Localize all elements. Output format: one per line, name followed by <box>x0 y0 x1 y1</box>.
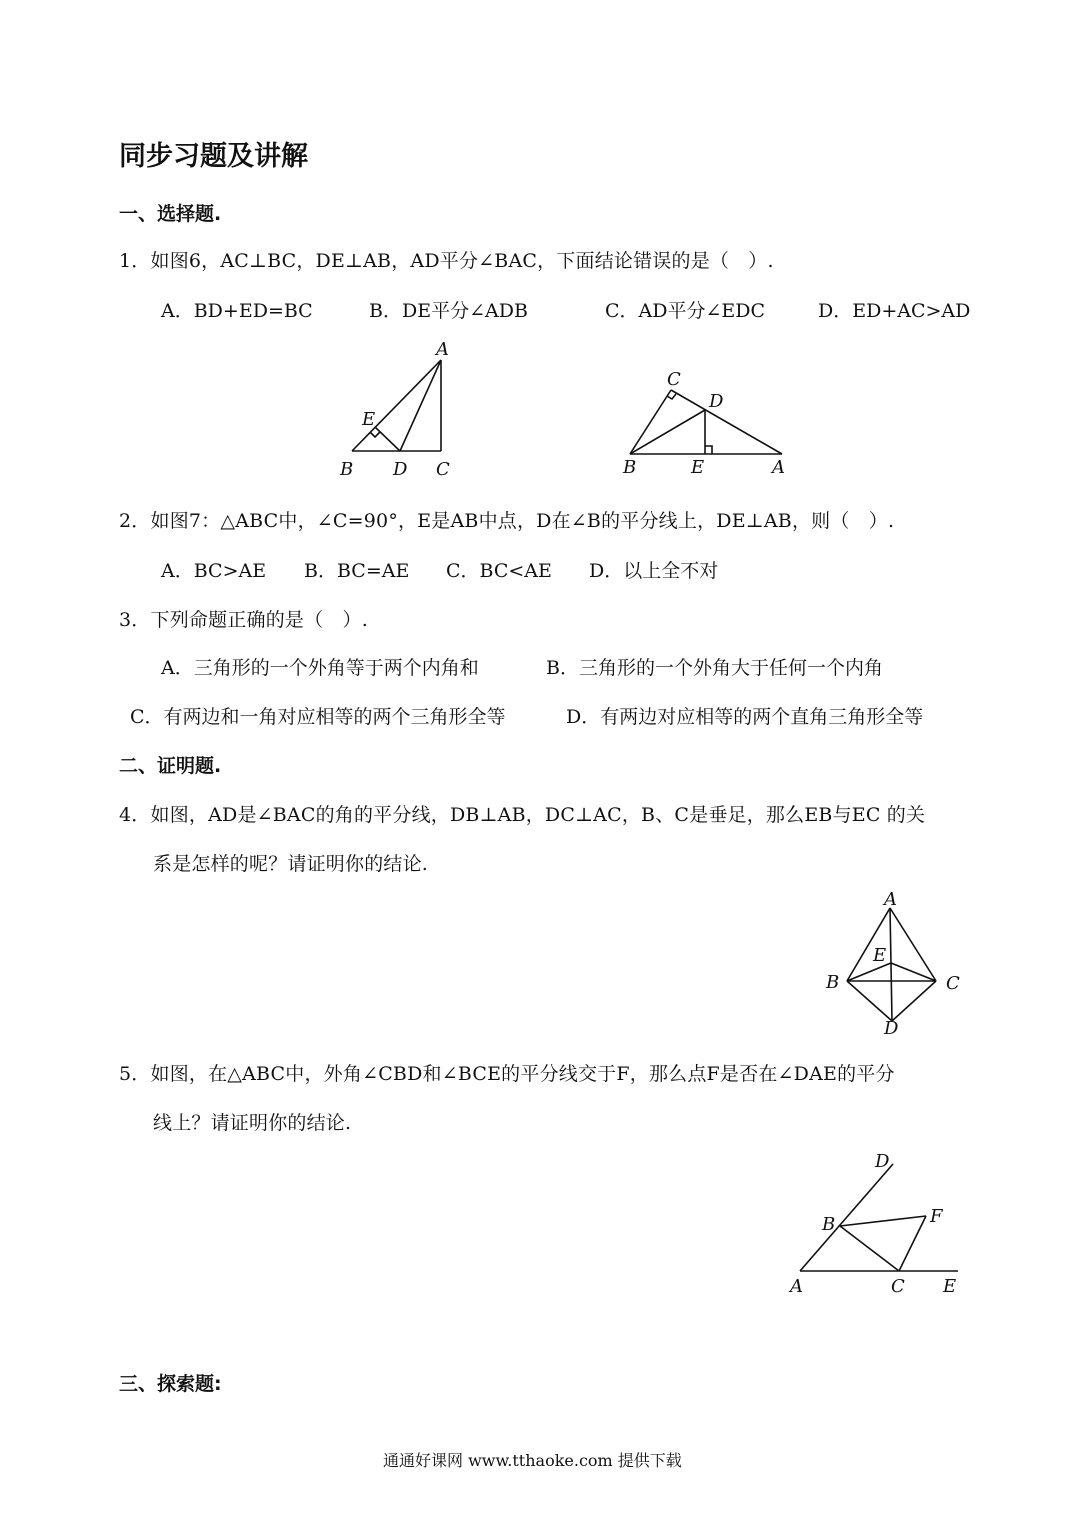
question-2-option-c: C．BC<AE <box>446 560 552 582</box>
fig7-right-angle-mark-e <box>705 446 712 454</box>
section-heading-choice: 一、选择题. <box>119 203 222 225</box>
fig6-segment-ad <box>400 360 441 451</box>
fig4-segment-ac <box>890 908 936 981</box>
question-3-option-d: D．有两边对应相等的两个直角三角形全等 <box>566 706 924 728</box>
question-2-text: 2．如图7：△ABC中，∠C=90°，E是AB中点，D在∠B的平分线上，DE⊥AB，则（ ）. <box>119 510 895 532</box>
section-heading-explore: 三、探索题: <box>119 1373 222 1395</box>
fig5-label-d: D <box>875 1151 890 1172</box>
question-1-option-d: D．ED+AC>AD <box>818 300 971 322</box>
question-4-text-line1: 4．如图，AD是∠BAC的角的平分线，DB⊥AB，DC⊥AC，B、C是垂足，那么EB与EC 的关 <box>119 804 926 826</box>
question-1-text: 1．如图6，AC⊥BC，DE⊥AB，AD平分∠BAC，下面结论错误的是（ ）. <box>119 250 774 272</box>
question-3-text: 3．下列命题正确的是（ ）. <box>119 609 368 631</box>
fig7-segment-bc <box>630 390 671 454</box>
fig4-label-b: B <box>826 972 840 993</box>
question-2-option-d: D．以上全不对 <box>589 560 719 582</box>
fig4-label-e: E <box>873 945 887 966</box>
question-2-option-a: A．BC>AE <box>161 560 267 582</box>
fig4-segment-cd <box>892 981 936 1021</box>
page-footer: 通通好课网 www.tthaoke.com 提供下载 <box>383 1451 682 1470</box>
fig7-label-c: C <box>667 369 681 390</box>
fig4-label-c: C <box>946 973 960 994</box>
question-3-option-c: C．有两边和一角对应相等的两个三角形全等 <box>130 706 506 728</box>
page-title: 同步习题及讲解 <box>119 141 308 172</box>
fig5-segment-bc <box>840 1226 899 1271</box>
fig5-label-f: F <box>930 1206 943 1227</box>
figure-7-diagram <box>615 365 795 485</box>
fig6-segment-de <box>375 427 400 451</box>
fig6-label-a: A <box>436 339 449 360</box>
fig7-segment-bd <box>630 410 705 454</box>
question-3-option-b: B．三角形的一个外角大于任何一个内角 <box>546 657 883 679</box>
fig5-label-e: E <box>943 1276 957 1297</box>
fig6-label-c: C <box>436 459 450 480</box>
fig6-label-b: B <box>340 459 354 480</box>
fig7-label-e: E <box>691 457 705 478</box>
fig6-label-e: E <box>362 409 376 430</box>
fig5-label-c: C <box>891 1276 905 1297</box>
fig4-label-d: D <box>884 1018 899 1039</box>
fig4-segment-ad <box>890 908 892 1021</box>
question-1-option-a: A．BD+ED=BC <box>161 300 313 322</box>
fig5-segment-cf <box>899 1216 926 1271</box>
fig6-segment-ab <box>352 360 441 451</box>
fig4-segment-ce <box>891 963 936 981</box>
fig4-label-a: A <box>884 889 897 910</box>
question-1-option-b: B．DE平分∠ADB <box>369 300 528 322</box>
figure-q5-diagram <box>780 1150 970 1300</box>
fig5-segment-bf <box>840 1216 926 1226</box>
fig7-segment-ca <box>671 390 782 454</box>
fig7-label-b: B <box>623 457 637 478</box>
section-heading-proof: 二、证明题. <box>119 755 222 777</box>
question-1-option-c: C．AD平分∠EDC <box>605 300 766 322</box>
fig4-segment-bd <box>847 981 892 1021</box>
question-5-text-line1: 5．如图，在△ABC中，外角∠CBD和∠BCE的平分线交于F，那么点F是否在∠DAE的平分 <box>119 1063 895 1085</box>
question-2-option-b: B．BC=AE <box>304 560 410 582</box>
fig6-label-d: D <box>393 459 408 480</box>
question-4-text-line2: 系是怎样的呢？请证明你的结论. <box>153 853 429 875</box>
question-5-text-line2: 线上？请证明你的结论. <box>153 1112 352 1134</box>
fig6-right-angle-mark <box>370 432 380 437</box>
fig5-label-b: B <box>822 1214 836 1235</box>
question-3-option-a: A．三角形的一个外角等于两个内角和 <box>161 657 479 679</box>
figure-6-diagram <box>330 335 470 485</box>
fig5-label-a: A <box>790 1276 803 1297</box>
figure-q4-diagram <box>820 888 970 1038</box>
fig7-label-a: A <box>772 457 785 478</box>
fig7-label-d: D <box>709 391 724 412</box>
